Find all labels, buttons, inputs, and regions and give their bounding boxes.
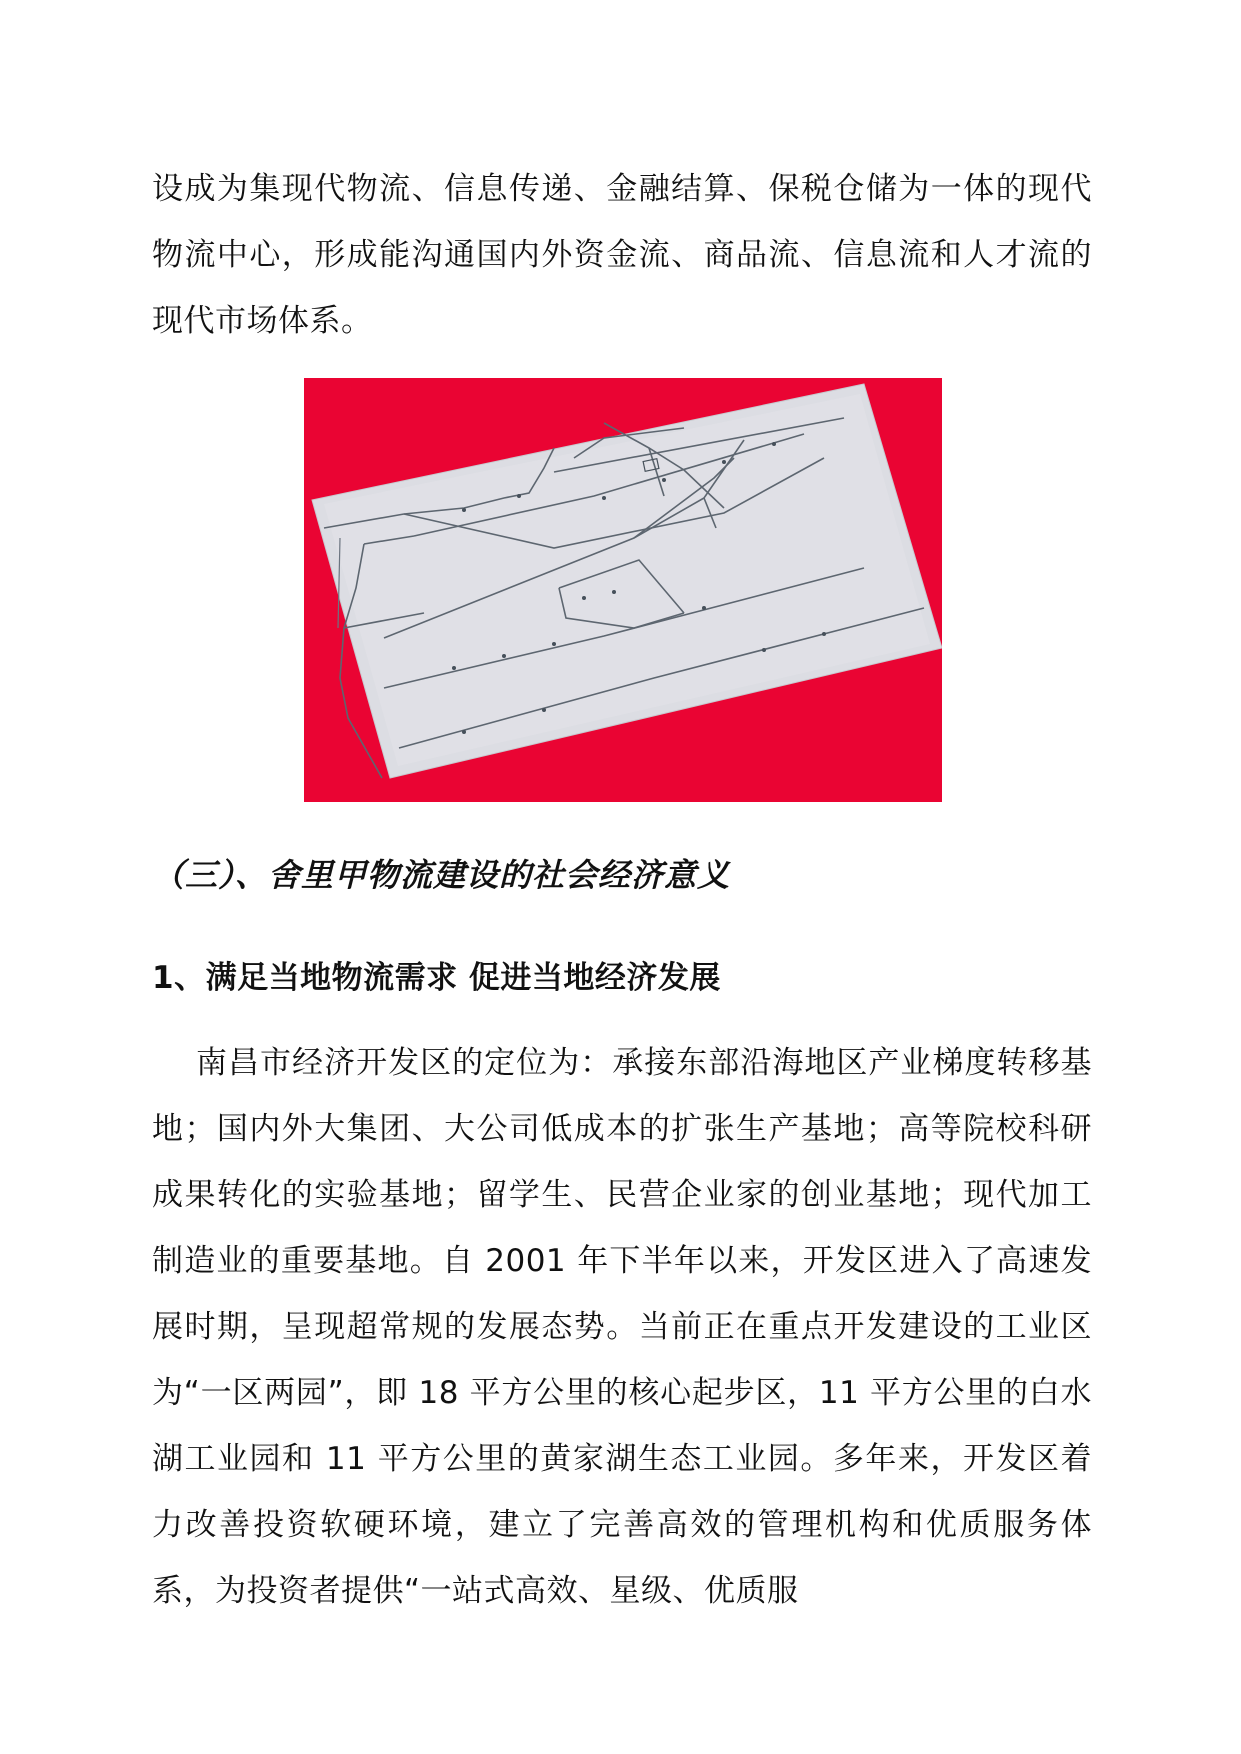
subheading: 1、满足当地物流需求 促进当地经济发展: [152, 960, 721, 996]
section-heading: （三）、舍里甲物流建设的社会经济意义: [152, 856, 731, 894]
body-paragraph: 南昌市经济开发区的定位为：承接东部沿海地区产业梯度转移基地；国内外大集团、大公司低成本的扩张生产基地；高等院校科研成果转化的实验基地；留学生、民营企业家的创业基地；现代加工制造业的重要基地。自 2001 年下半年以来，开发区进入了高速发展时期，呈现超常规的发展态势。当前正在重点开发建设的工业区为“一区两园”，即 18 平方公里的核心起步区，11 平方公里的白水湖工业园和 11 平方公里的黄家湖生态工业园。多年来，开发区着力改善投资软硬环境，建立了完善高效的管理机构和优质服务体系，为投资者提供“一站式高效、星级、优质服: [152, 1045, 1092, 1609]
intro-paragraph: 设成为集现代物流、信息传递、金融结算、保税仓储为一体的现代物流中心，形成能沟通国内外资金流、商品流、信息流和人才流的现代市场体系。: [152, 171, 1092, 339]
site-plan-photo: [304, 378, 942, 802]
site-plan-drawing-icon: [304, 378, 942, 802]
